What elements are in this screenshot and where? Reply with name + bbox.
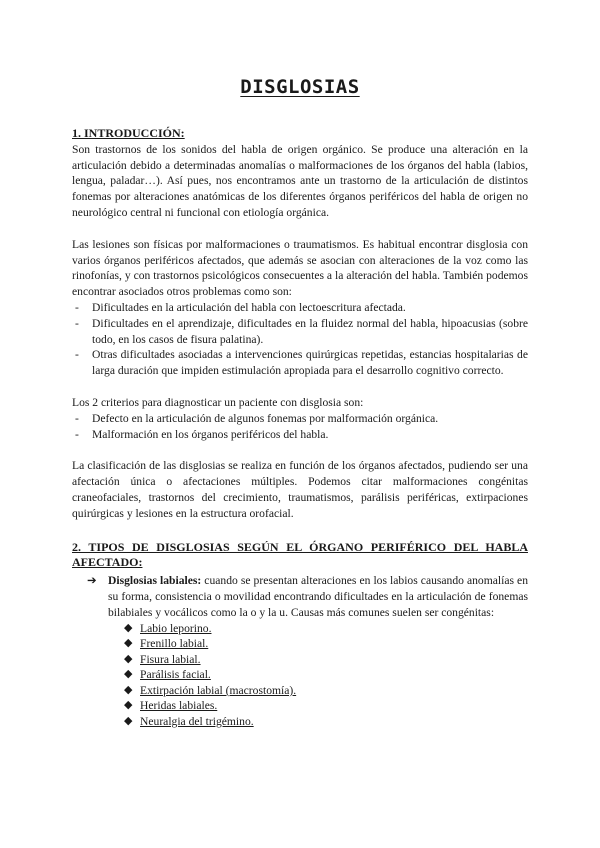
- list-item: [124, 667, 528, 683]
- list-item: - Otras dificultades asociadas a intervenciones quirúrgicas repetidas, estancias hospitalarias de larga duración que impiden estimulación apropiada para el desarrollo cognitivo correcto.: [72, 347, 528, 379]
- section-2-heading: 2. TIPOS DE DISGLOSIAS SEGÚN EL ÓRGANO PERIFÉRICO DEL HABLA AFECTADO:: [72, 539, 528, 570]
- diamond-bullet-icon: ◆: [124, 668, 133, 681]
- labial-term: Disglosias labiales:: [108, 574, 202, 588]
- arrow-bullet-icon: ➔: [87, 574, 97, 588]
- classification-paragraph: La clasificación de las disglosias se realiza en función de los órganos afectados, pudiendo ser una afectación única o afectaciones múltiples. Podemos citar malformaciones congénitas craneofaciales, trastornos del crecimiento, traumatismos, parálisis periféricas, extirpaciones quirúrgicas y lesiones en la estructura orofacial.: [72, 459, 528, 520]
- labial-disglosia-block: [72, 573, 528, 620]
- list-item: - Dificultades en el aprendizaje, dificultades en la fluidez normal del habla, hipoacusias (sobre todo, en los casos de fisura palatina).: [72, 316, 528, 348]
- cause-label: Neuralgia del trigémino.: [140, 715, 254, 729]
- lesions-paragraph: Las lesiones son físicas por malformaciones o traumatismos. Es habitual encontrar disglosia con varios órganos periféricos afectados, que además se asocian con alteraciones de la voz como las rinofonías, y con trastornos psicológicos consecuentes a la alteración del habla. También podemos encontrar asociados otros problemas como son:: [72, 237, 528, 299]
- diamond-bullet-icon: ◆: [124, 621, 133, 634]
- list-item: [124, 683, 528, 699]
- cause-label: Parálisis facial.: [140, 668, 211, 682]
- list-item: [124, 652, 528, 668]
- diamond-bullet-icon: ◆: [124, 699, 133, 712]
- diamond-bullet-icon: ◆: [124, 637, 133, 650]
- criteria-list: [72, 411, 528, 443]
- associated-problems-list: [72, 300, 528, 379]
- criteria-paragraph: Los 2 criterios para diagnosticar un paciente con disglosia son:: [72, 395, 364, 409]
- list-item: - Dificultades en la articulación del habla con lectoescritura afectada.: [72, 300, 528, 316]
- cause-label: Fisura labial.: [140, 652, 201, 666]
- intro-paragraph: Son trastornos de los sonidos del habla de origen orgánico. Se produce una alteración en la articulación debido a determinadas anomalías o malformaciones de los órganos del habla (labios, lengua, paladar…). Así pues, nos encontramos ante un trastorno de la articulación de distintos fonemas por alteraciones anatómicas de los diferentes órganos periféricos del habla de origen no neurológico central ni funcional con etiología orgánica.: [72, 142, 528, 219]
- list-item: [124, 698, 528, 714]
- cause-label: Heridas labiales.: [140, 699, 218, 713]
- diamond-bullet-icon: ◆: [124, 652, 133, 665]
- list-item: [124, 621, 528, 637]
- list-item: [124, 636, 528, 652]
- cause-label: Frenillo labial.: [140, 637, 209, 651]
- labial-disglosia-text: [108, 573, 528, 620]
- causes-list: [72, 621, 528, 730]
- document-body: [72, 126, 528, 730]
- section-1-heading: 1. INTRODUCCIÓN:: [72, 126, 185, 140]
- list-item: - Malformación en los órganos periféricos del habla.: [72, 427, 528, 443]
- cause-label: Extirpación labial (macrostomía).: [140, 683, 297, 697]
- document-title: DISGLOSIAS: [240, 76, 360, 98]
- list-item: - Defecto en la articulación de algunos fonemas por malformación orgánica.: [72, 411, 528, 427]
- labial-description: cuando se presentan alteraciones en los labios causando anomalías en su forma, consistencia o movilidad encontrando dificultades en la articulación de fonemas bilabiales y vocálicos como la o y la u. Causas más comunes suelen ser congénitas:: [108, 574, 528, 619]
- list-item: [124, 714, 528, 730]
- diamond-bullet-icon: ◆: [124, 715, 133, 728]
- cause-label: Labio leporino.: [140, 621, 212, 635]
- diamond-bullet-icon: ◆: [124, 683, 133, 696]
